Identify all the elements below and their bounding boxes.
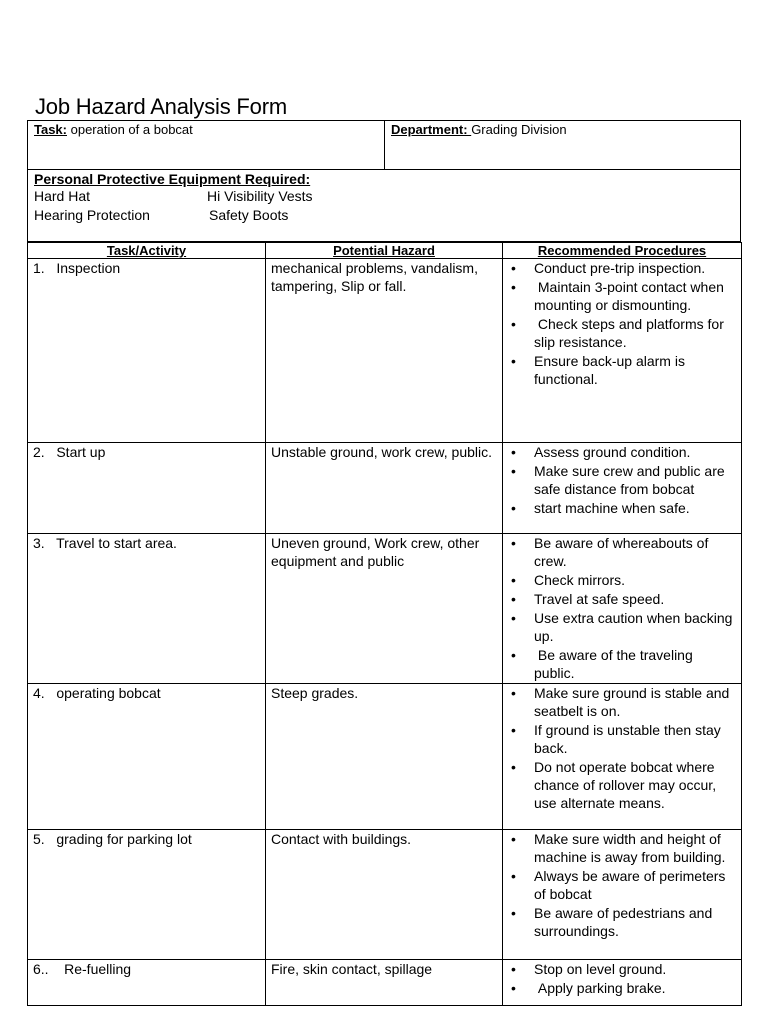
- procedure-item: • Conduct pre-trip inspection.: [511, 259, 737, 277]
- procedure-item: • Maintain 3-point contact when mounting or dismounting.: [511, 278, 737, 314]
- ppe-title: Personal Protective Equipment Required:: [34, 171, 311, 187]
- table-row: [28, 960, 742, 1006]
- ppe-item: Hi Visibility Vests: [207, 188, 313, 204]
- table-row: [28, 259, 742, 443]
- page-title: Job Hazard Analysis Form: [35, 94, 287, 119]
- activity-cell: 2. Start up: [28, 443, 266, 534]
- procedures-cell: [503, 259, 742, 443]
- procedure-item: • Make sure ground is stable and seatbelt is on.: [511, 684, 737, 720]
- department-cell: [385, 121, 740, 170]
- column-header-activity: Task/Activity: [28, 243, 266, 259]
- ppe-item: Safety Boots: [209, 207, 289, 223]
- table-row: [28, 443, 742, 534]
- procedure-item: • Assess ground condition.: [511, 443, 737, 461]
- task-value: operation of a bobcat: [67, 122, 193, 137]
- activity-cell: 4. operating bobcat: [28, 684, 266, 830]
- hazard-cell: Unstable ground, work crew, public.: [266, 443, 503, 534]
- hazard-cell: Fire, skin contact, spillage: [266, 960, 503, 1006]
- activity-cell: 1. Inspection: [28, 259, 266, 443]
- procedures-list: [511, 960, 737, 997]
- activity-cell: 3. Travel to start area.: [28, 534, 266, 684]
- procedures-cell: [503, 534, 742, 684]
- ppe-item: Hearing Protection: [34, 207, 150, 223]
- hazard-cell: Steep grades.: [266, 684, 503, 830]
- procedure-item: • Check mirrors.: [511, 571, 737, 589]
- procedures-list: [511, 534, 737, 682]
- procedures-list: [511, 259, 737, 388]
- procedure-item: • Do not operate bobcat where chance of rollover may occur, use alternate means.: [511, 758, 737, 812]
- procedure-item: • Use extra caution when backing up.: [511, 609, 737, 645]
- task-label: Task:: [34, 122, 67, 137]
- procedures-list: [511, 830, 737, 940]
- table-row: [28, 830, 742, 960]
- procedures-list: [511, 684, 737, 812]
- table-row: [28, 684, 742, 830]
- procedures-cell: [503, 830, 742, 960]
- table-header-row: [28, 243, 742, 259]
- procedures-cell: [503, 684, 742, 830]
- ppe-item: Hard Hat: [34, 188, 91, 204]
- activity-cell: 6.. Re-fuelling: [28, 960, 266, 1006]
- procedure-item: • Be aware of the traveling public.: [511, 646, 737, 682]
- hazard-table: [27, 242, 742, 1006]
- procedure-item: • Ensure back-up alarm is functional.: [511, 352, 737, 388]
- hazard-cell: mechanical problems, vandalism, tampering, Slip or fall.: [266, 259, 503, 443]
- procedure-item: • Check steps and platforms for slip resistance.: [511, 315, 737, 351]
- procedures-cell: [503, 960, 742, 1006]
- procedure-item: • start machine when safe.: [511, 499, 737, 517]
- column-header-procedures: Recommended Procedures: [503, 243, 742, 259]
- table-row: [28, 534, 742, 684]
- hazard-cell: Contact with buildings.: [266, 830, 503, 960]
- hazard-cell: Uneven ground, Work crew, other equipment and public: [266, 534, 503, 684]
- procedure-item: • Apply parking brake.: [511, 979, 737, 997]
- procedure-item: • If ground is unstable then stay back.: [511, 721, 737, 757]
- procedure-item: • Travel at safe speed.: [511, 590, 737, 608]
- procedures-list: [511, 443, 737, 517]
- procedure-item: • Be aware of whereabouts of crew.: [511, 534, 737, 570]
- task-cell: [28, 121, 385, 170]
- procedure-item: • Be aware of pedestrians and surroundings.: [511, 904, 737, 940]
- procedure-item: • Stop on level ground.: [511, 960, 737, 978]
- department-value: Grading Division: [471, 122, 567, 137]
- procedure-item: • Make sure width and height of machine is away from building.: [511, 830, 737, 866]
- procedure-item: • Make sure crew and public are safe distance from bobcat: [511, 462, 737, 498]
- department-label: Department:: [391, 122, 472, 137]
- form-header: [27, 120, 741, 242]
- activity-cell: 5. grading for parking lot: [28, 830, 266, 960]
- column-header-hazard: Potential Hazard: [266, 243, 503, 259]
- procedure-item: • Always be aware of perimeters of bobcat: [511, 867, 737, 903]
- procedures-cell: [503, 443, 742, 534]
